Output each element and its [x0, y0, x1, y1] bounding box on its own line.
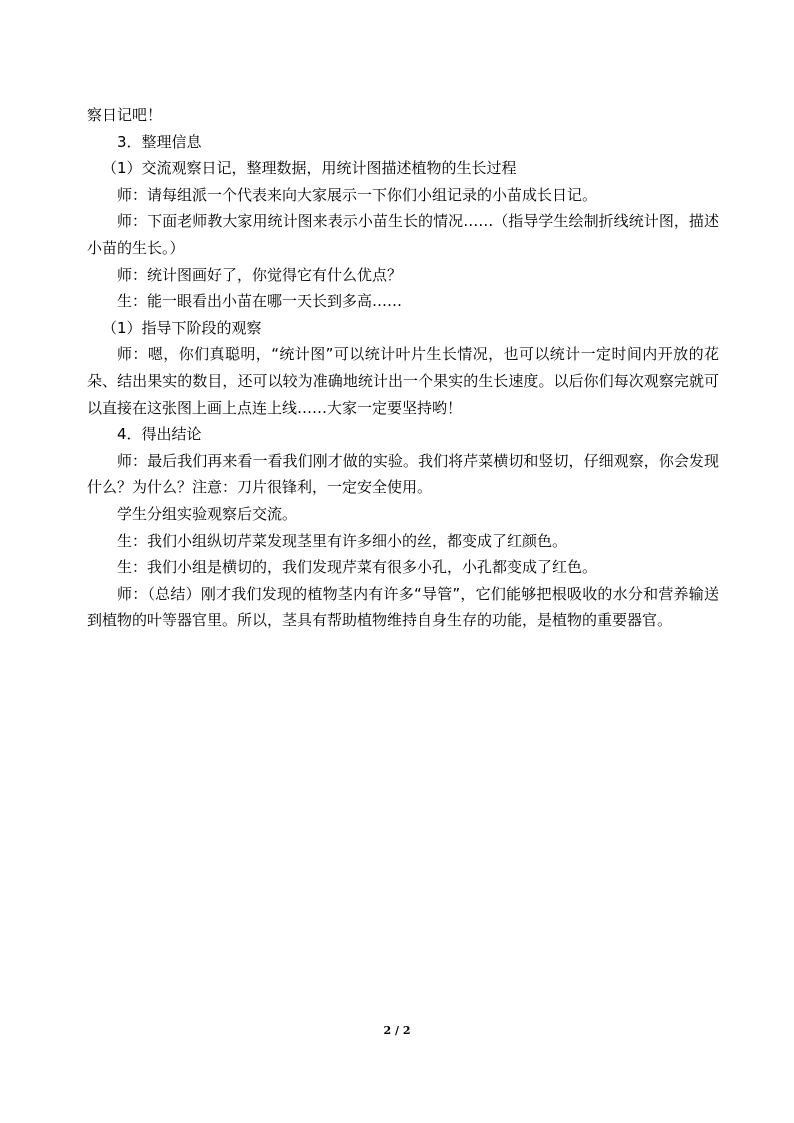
document-body: [87, 102, 719, 634]
paragraph: 生：我们小组是横切的，我们发现芹菜有很多小孔，小孔都变成了红色。: [117, 558, 598, 577]
paragraph: 生：我们小组纵切芹菜发现茎里有许多细小的丝，都变成了红颜色。: [117, 531, 568, 550]
paragraph: 师：最后我们再来看一看我们刚才做的实验。我们将芹菜横切和竖切，仔细观察，你会发现什么？为什么？注意：刀片很锋利，一定安全使用。: [87, 451, 719, 497]
paragraph: 师：请每组派一个代表来向大家展示一下你们小组记录的小苗成长日记。: [117, 185, 598, 204]
paragraph: 学生分组实验观察后交流。: [117, 504, 298, 523]
section-heading-organize-info: 3．整理信息: [117, 132, 202, 151]
subsection-heading-exchange-diary: （1）交流观察日记，整理数据，用统计图描述植物的生长过程: [102, 159, 517, 178]
paragraph-continuation: 察日记吧！: [87, 106, 163, 124]
subsection-heading-next-stage: （1）指导下阶段的观察: [102, 318, 262, 337]
paragraph: 师：统计图画好了，你觉得它有什么优点？: [117, 265, 403, 284]
paragraph: 生：能一眼看出小苗在哪一天长到多高……: [117, 292, 403, 311]
paragraph: 师：下面老师教大家用统计图来表示小苗生长的情况……（指导学生绘制折线统计图，描述小苗的生长。）: [87, 212, 719, 257]
section-heading-conclusion: 4．得出结论: [117, 425, 202, 444]
paragraph: 师：（总结）刚才我们发现的植物茎内有许多“导管”，它们能够把根吸收的水分和营养输送到植物的叶等器官里。所以，茎具有帮助植物维持自身生存的功能，是植物的重要器官。: [87, 584, 719, 630]
paragraph: 师：嗯，你们真聪明，“统计图”可以统计叶片生长情况，也可以统计一定时间内开放的花朵、结出果实的数目，还可以较为准确地统计出一个果实的生长速度。以后你们每次观察完就可以直接在这张图上画上点连上线……大家一定要坚持哟！: [87, 345, 719, 417]
page-number: 2 / 2: [383, 1024, 411, 1037]
